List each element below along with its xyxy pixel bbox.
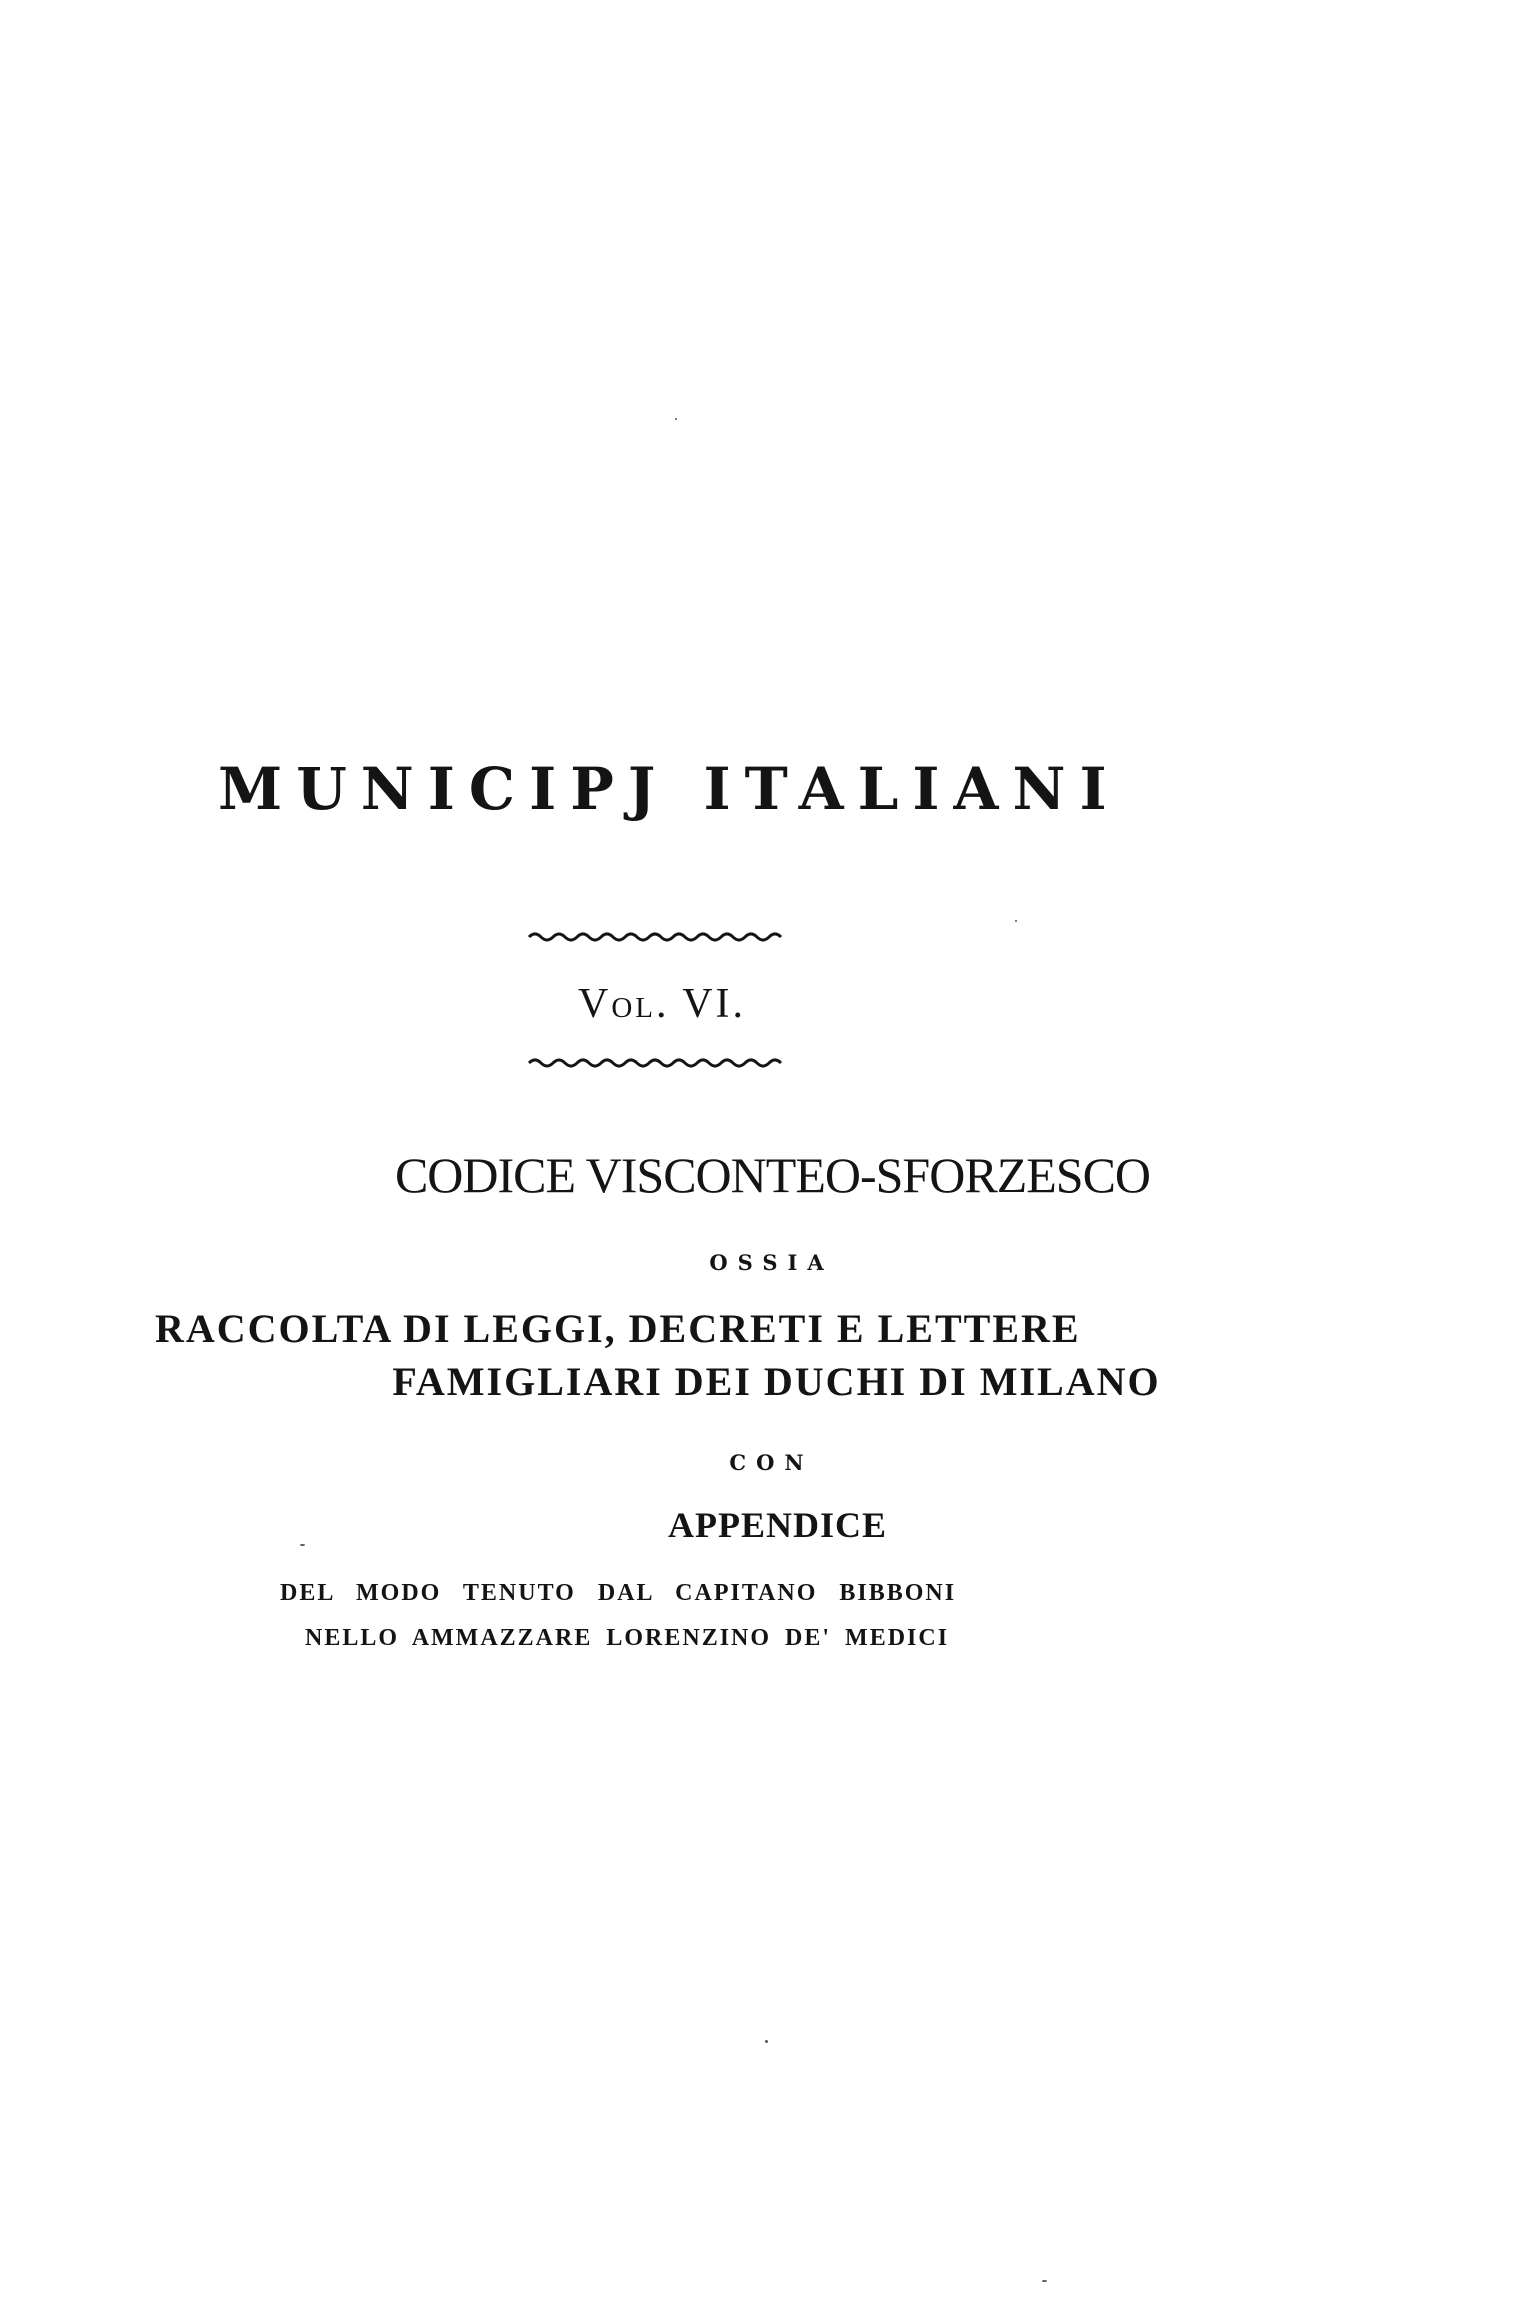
main-title: CODICE VISCONTEO-SFORZESCO (394, 1147, 1151, 1203)
volume-number: Vol. VI. (578, 981, 747, 1027)
series-title: MUNICIPJ ITALIANI (218, 755, 1121, 823)
print-speck (675, 418, 677, 420)
print-speck (300, 1544, 305, 1546)
appendix-heading: APPENDICE (667, 1505, 887, 1545)
subtitle-line-1: RACCOLTA DI LEGGI, DECRETI E LETTERE (155, 1306, 1081, 1351)
print-speck (765, 2040, 768, 2043)
connector-con: CON (729, 1450, 814, 1475)
ornamental-rule-top (527, 930, 787, 944)
subtitle-line-2: FAMIGLIARI DEI DUCHI DI MILANO (392, 1359, 1161, 1404)
ornamental-rule-bottom (527, 1056, 787, 1070)
appendix-line-2: NELLO AMMAZZARE LORENZINO DE' MEDICI (305, 1625, 950, 1651)
connector-ossia: OSSIA (709, 1250, 834, 1275)
print-speck (1042, 2280, 1047, 2282)
print-speck (1015, 920, 1017, 922)
appendix-line-1: DEL MODO TENUTO DAL CAPITANO BIBBONI (280, 1580, 957, 1606)
